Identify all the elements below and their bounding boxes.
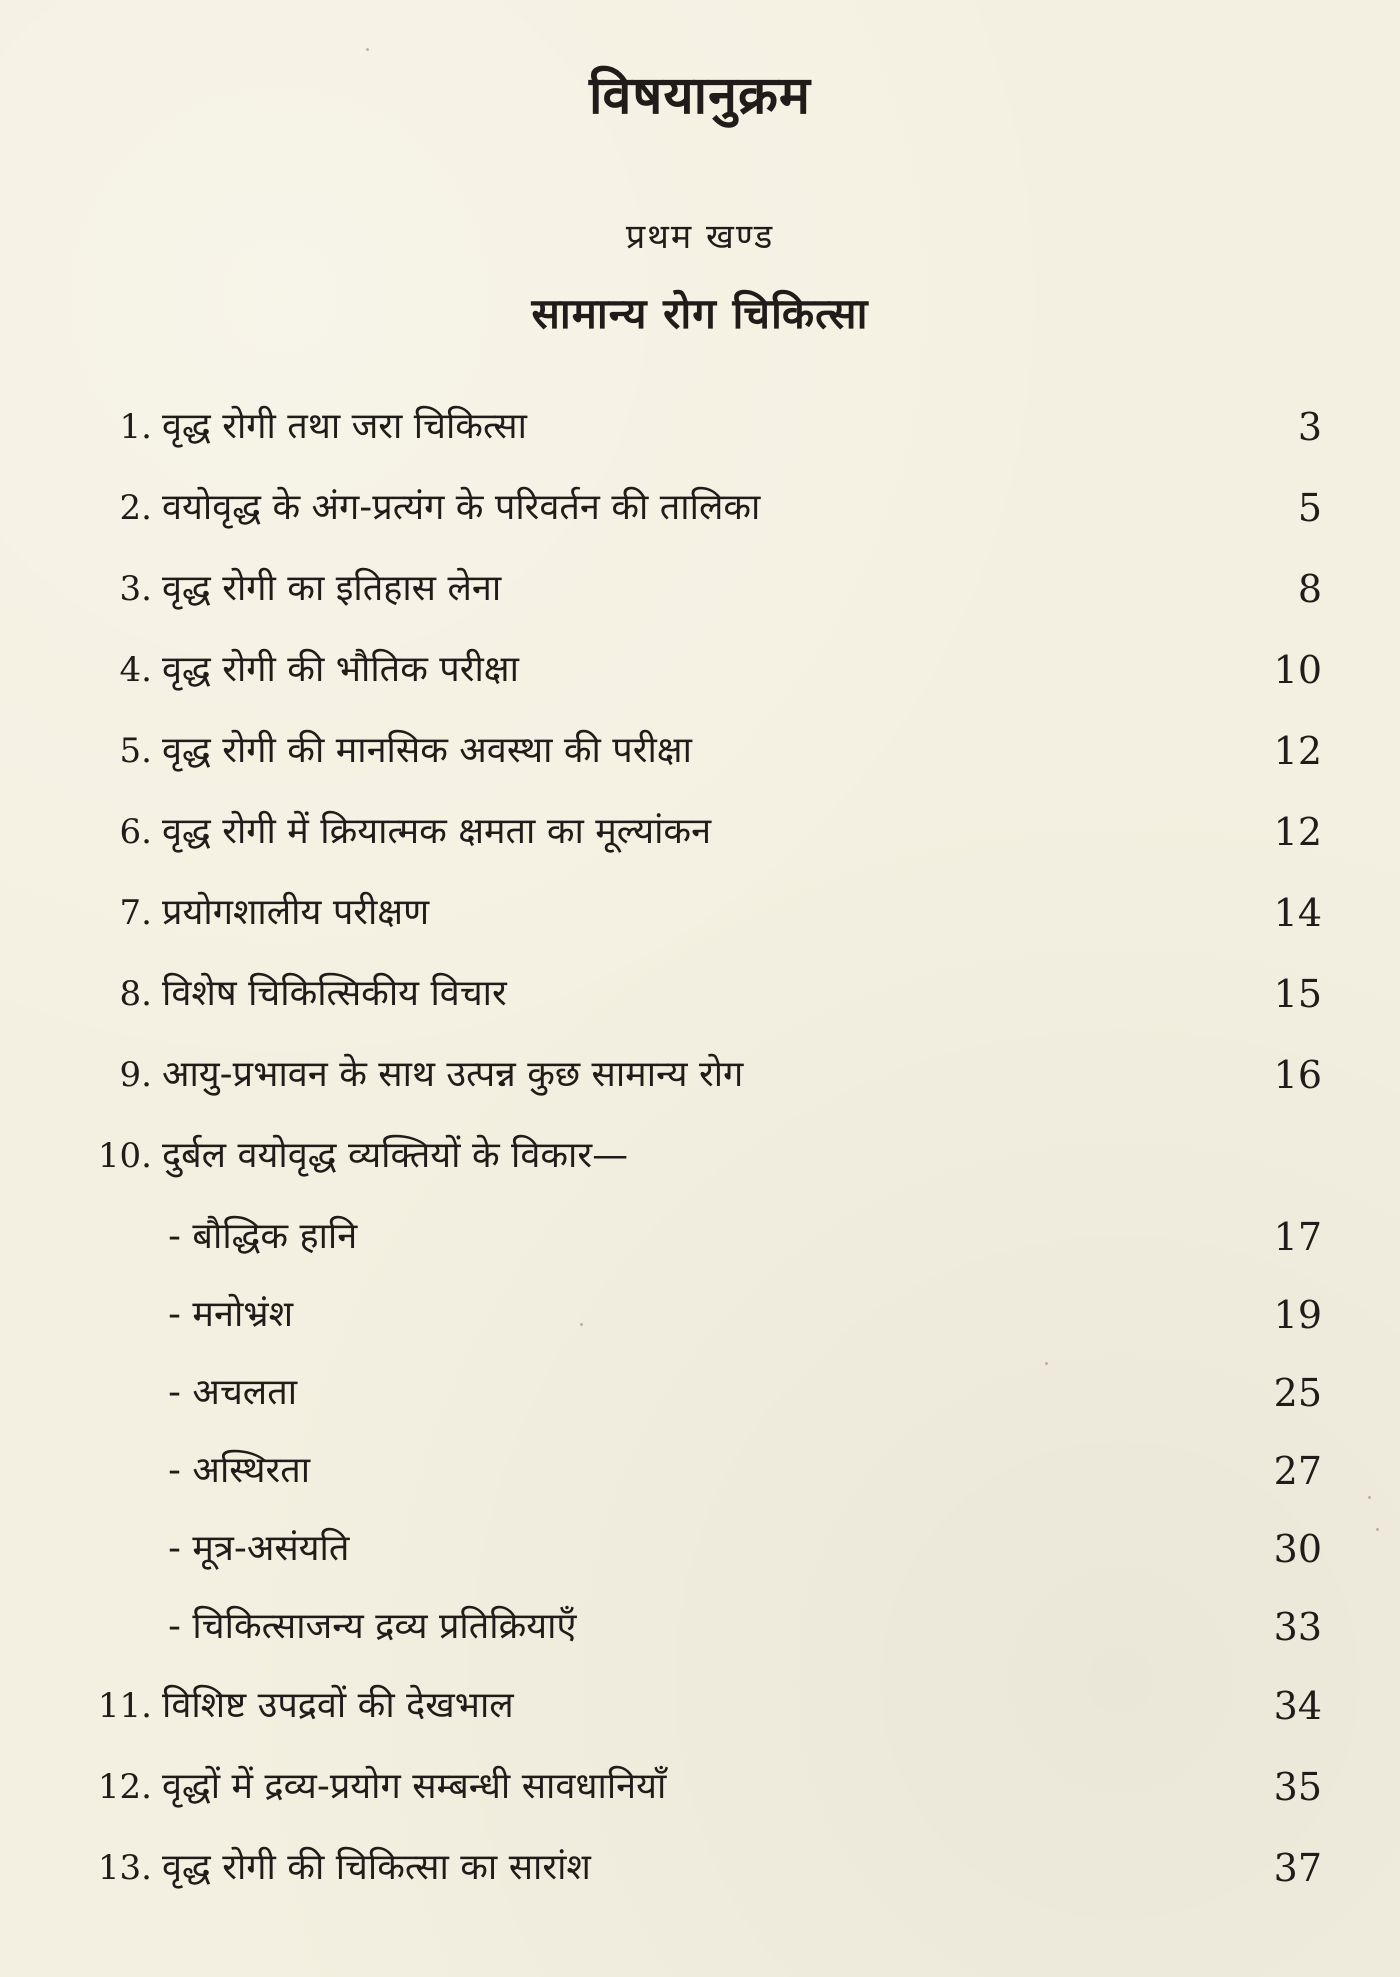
toc-page-number: 34 bbox=[1273, 1684, 1322, 1728]
toc-number: 1. bbox=[119, 407, 152, 447]
toc-subtitle: - अचलता bbox=[168, 1372, 298, 1413]
toc-page-number: 5 bbox=[1297, 486, 1322, 530]
toc-number: 10. bbox=[97, 1136, 152, 1176]
paper-speck bbox=[366, 48, 369, 51]
toc-number: 5. bbox=[119, 731, 152, 771]
toc-page-number: 27 bbox=[1273, 1449, 1322, 1493]
toc-entry-8 bbox=[0, 964, 1400, 1024]
toc-number: 8. bbox=[119, 974, 152, 1014]
toc-page-number: 15 bbox=[1273, 972, 1322, 1016]
toc-subentry-2 bbox=[0, 1285, 1400, 1345]
toc-page-number: 12 bbox=[1273, 729, 1322, 773]
toc-title: वयोवृद्ध के अंग-प्रत्यंग के परिवर्तन की तालिका bbox=[162, 487, 761, 528]
toc-number: 13. bbox=[97, 1848, 152, 1888]
toc-page-number: 8 bbox=[1297, 567, 1322, 611]
toc-page-number: 16 bbox=[1273, 1053, 1322, 1097]
toc-subentry-5 bbox=[0, 1519, 1400, 1579]
section-kicker: प्रथम खण्ड bbox=[625, 217, 775, 257]
toc-page-number: 33 bbox=[1273, 1605, 1322, 1649]
toc-page-number: 30 bbox=[1273, 1527, 1322, 1571]
toc-page-number: 25 bbox=[1273, 1371, 1322, 1415]
toc-subentry-1 bbox=[0, 1207, 1400, 1267]
toc-subtitle: - चिकित्साजन्य द्रव्य प्रतिक्रियाएँ bbox=[168, 1606, 577, 1647]
toc-entry-5 bbox=[0, 721, 1400, 781]
toc-title: विशेष चिकित्सिकीय विचार bbox=[162, 973, 507, 1014]
toc-number: 2. bbox=[119, 488, 152, 528]
toc-title: वृद्ध रोगी की मानसिक अवस्था की परीक्षा bbox=[162, 730, 692, 771]
toc-entry-11 bbox=[0, 1676, 1400, 1736]
toc-page-number: 12 bbox=[1273, 810, 1322, 854]
paper-speck bbox=[1045, 1362, 1048, 1365]
toc-number: 3. bbox=[119, 569, 152, 609]
toc-title: विशिष्ट उपद्रवों की देखभाल bbox=[162, 1685, 514, 1726]
toc-subentry-6 bbox=[0, 1597, 1400, 1657]
toc-entry-6 bbox=[0, 802, 1400, 862]
toc-entry-7 bbox=[0, 883, 1400, 943]
toc-number: 9. bbox=[119, 1055, 152, 1095]
toc-entry-2 bbox=[0, 478, 1400, 538]
toc-title: दुर्बल वयोवृद्ध व्यक्तियों के विकार— bbox=[162, 1135, 629, 1176]
toc-page-number: 19 bbox=[1273, 1293, 1322, 1337]
toc-subtitle: - अस्थिरता bbox=[168, 1450, 311, 1491]
paper-speck bbox=[1376, 1528, 1379, 1531]
toc-title: वृद्ध रोगी का इतिहास लेना bbox=[162, 568, 502, 609]
toc-page-number: 3 bbox=[1297, 405, 1322, 449]
toc-entry-4 bbox=[0, 640, 1400, 700]
toc-number: 11. bbox=[97, 1686, 152, 1726]
toc-number: 7. bbox=[119, 893, 152, 933]
paper-speck bbox=[580, 1323, 583, 1326]
toc-subentry-3 bbox=[0, 1363, 1400, 1423]
toc-title: वृद्ध रोगी तथा जरा चिकित्सा bbox=[162, 406, 527, 447]
toc-title: वृद्ध रोगी की भौतिक परीक्षा bbox=[162, 649, 519, 690]
toc-title: वृद्ध रोगी में क्रियात्मक क्षमता का मूल्यांकन bbox=[162, 811, 712, 852]
toc-number: 6. bbox=[119, 812, 152, 852]
toc-page-number: 35 bbox=[1273, 1765, 1322, 1809]
toc-title: वृद्ध रोगी की चिकित्सा का सारांश bbox=[162, 1847, 591, 1888]
toc-subtitle: - मनोभ्रंश bbox=[168, 1294, 294, 1335]
toc-entry-9 bbox=[0, 1045, 1400, 1105]
toc-subtitle: - बौद्धिक हानि bbox=[168, 1216, 358, 1257]
toc-page-number: 37 bbox=[1273, 1846, 1322, 1890]
toc-title: आयु-प्रभावन के साथ उत्पन्न कुछ सामान्य रोग bbox=[162, 1054, 744, 1095]
toc-page-number: 14 bbox=[1273, 891, 1322, 935]
toc-entry-13 bbox=[0, 1838, 1400, 1898]
toc-title: वृद्धों में द्रव्य-प्रयोग सम्बन्धी सावधानियाँ bbox=[162, 1766, 667, 1807]
toc-subtitle: - मूत्र-असंयति bbox=[168, 1528, 350, 1569]
toc-entry-12 bbox=[0, 1757, 1400, 1817]
toc-entry-1 bbox=[0, 397, 1400, 457]
toc-title: प्रयोगशालीय परीक्षण bbox=[162, 892, 430, 933]
toc-entry-10 bbox=[0, 1126, 1400, 1186]
toc-page-number: 10 bbox=[1273, 648, 1322, 692]
section-title: सामान्य रोग चिकित्सा bbox=[531, 289, 869, 338]
toc-number: 4. bbox=[119, 650, 152, 690]
toc-entry-3 bbox=[0, 559, 1400, 619]
toc-number: 12. bbox=[97, 1767, 152, 1807]
toc-subentry-4 bbox=[0, 1441, 1400, 1501]
page-title: विषयानुक्रम bbox=[589, 66, 811, 126]
toc-page-number: 17 bbox=[1273, 1215, 1322, 1259]
paper-speck bbox=[1368, 1496, 1371, 1499]
